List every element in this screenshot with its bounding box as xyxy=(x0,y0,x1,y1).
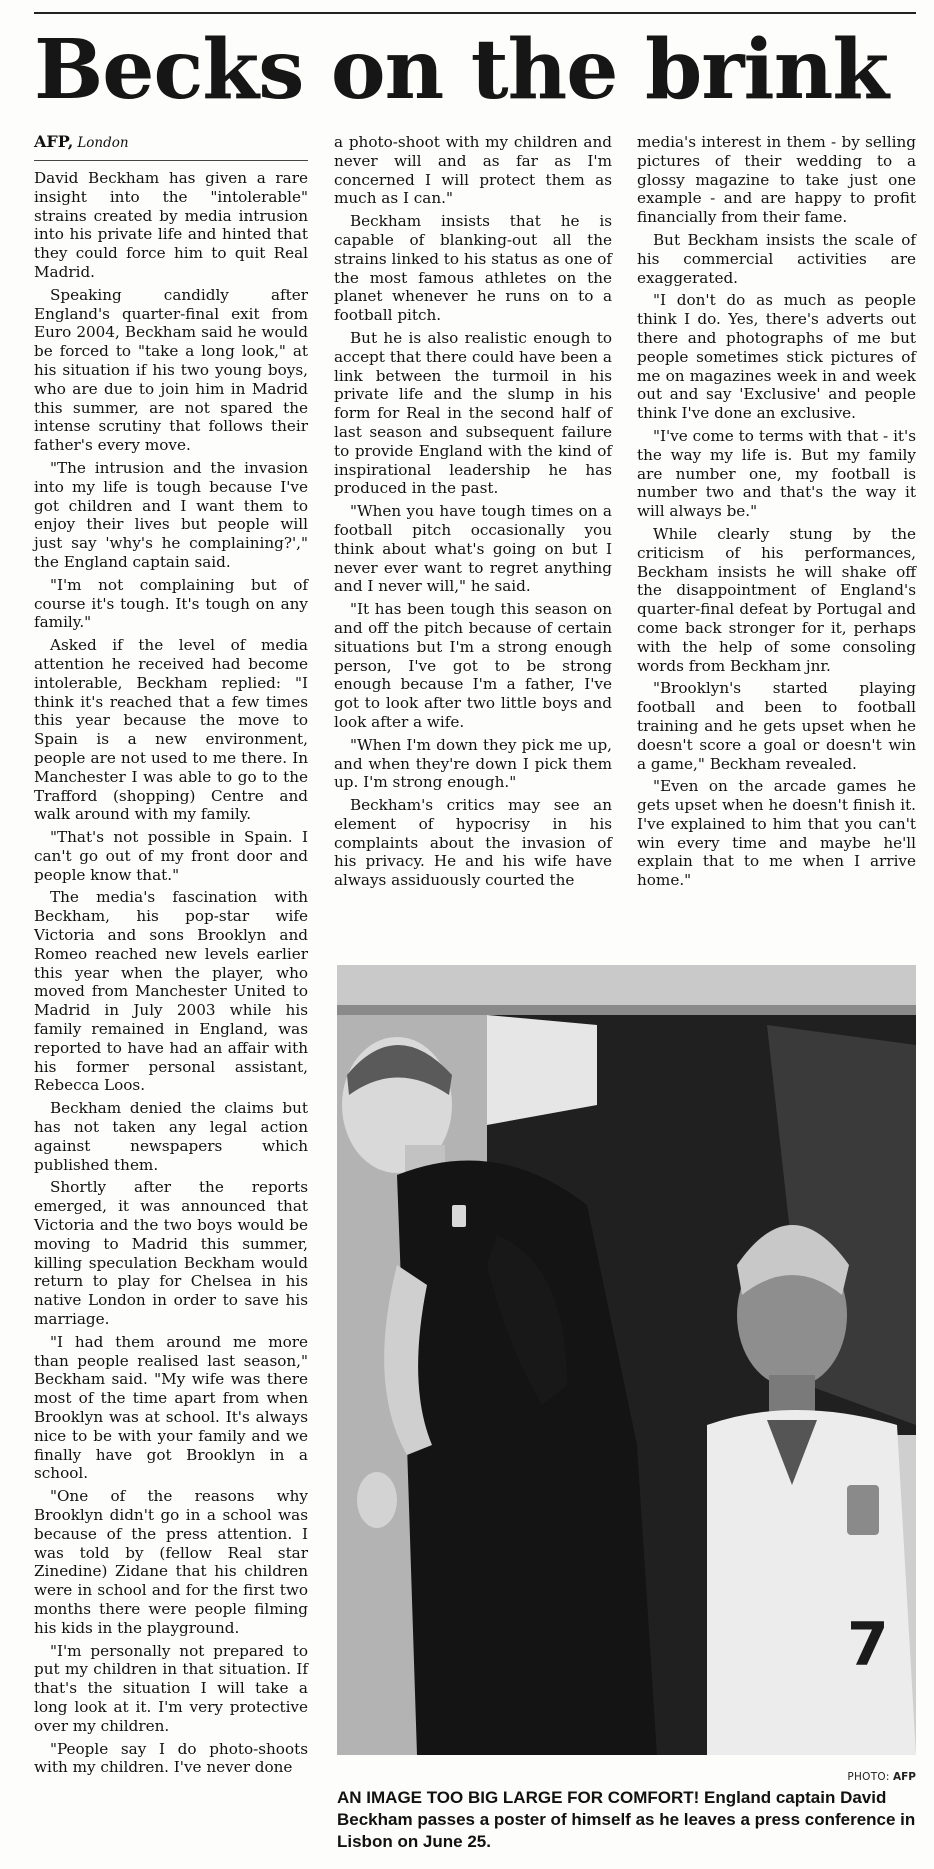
headline: Becks on the brink xyxy=(34,22,889,118)
photo-credit-label: PHOTO: xyxy=(847,1771,890,1783)
news-photo xyxy=(337,965,916,1755)
photo-credit xyxy=(337,1771,916,1783)
paragraph: Beckham denied the claims but has not taken any legal action against newspapers which published them. xyxy=(34,1099,308,1174)
byline xyxy=(34,133,308,161)
paragraph: "I've come to terms with that - it's the way my life is. But my family are number one, my football is number two and that's the way it will always be." xyxy=(637,426,916,521)
paragraph: "I don't do as much as people think I do. Yes, there's adverts out there and photographs of me but people sometimes stick pictures of me on magazines week in and week out and say 'Exclusive' and people think I've done an exclusive. xyxy=(637,291,916,423)
byline-agency: AFP, xyxy=(34,132,74,151)
paragraph: "People say I do photo-shoots with my children. I've never done xyxy=(34,1739,308,1777)
news-photo-illustration xyxy=(337,965,916,1755)
paragraph: "The intrusion and the invasion into my life is tough because I've got children and I want them to enjoy their lives but people will just say 'why's he complaining?'," the England captain said. xyxy=(34,458,308,571)
paragraph: "When you have tough times on a football pitch occasionally you think about what's going on but I never ever want to regret anything and I never will," he said. xyxy=(334,502,612,596)
paragraph: "Brooklyn's started playing football and been to football training and he gets upset when he doesn't score a goal or doesn't win a game," Beckham revealed. xyxy=(637,679,916,773)
paragraph: "That's not possible in Spain. I can't go out of my front door and people know that." xyxy=(34,828,308,884)
paragraph: "I'm personally not prepared to put my children in that situation. If that's the situation I will take a long look at it. I'm very protective over my children. xyxy=(34,1641,308,1735)
paragraph: "Even on the arcade games he gets upset when he doesn't finish it. I've explained to him that you can't win every time and maybe he'll explain that to me when I arrive home." xyxy=(637,777,916,890)
paragraph: But Beckham insists the scale of his commercial activities are exaggerated. xyxy=(637,230,916,287)
photo-caption: AN IMAGE TOO BIG LARGE FOR COMFORT! England captain David Beckham passes a poster of himself as he leaves a press conference in Lisbon on June 25. xyxy=(337,1788,916,1851)
article-column-2 xyxy=(334,133,612,894)
paragraph: Shortly after the reports emerged, it was announced that Victoria and the two boys would be moving to Madrid this summer, killing speculation Beckham would return to play for Chelsea in his native London in order to save his marriage. xyxy=(34,1178,308,1329)
paragraph: "I had them around me more than people realised last season," Beckham said. "My wife was there most of the time apart from when Brooklyn was at school. It's always nice to be with your family and we finally have got Brooklyn in a school. xyxy=(34,1332,308,1483)
paragraph: "I'm not complaining but of course it's tough. It's tough on any family." xyxy=(34,575,308,632)
paragraph: But he is also realistic enough to accept that there could have been a link between the turmoil in his private life and the slump in his form for Real in the second half of last season and subsequent failure to provide England with the kind of inspirational leadership he has produced in the past. xyxy=(334,328,612,498)
paragraph: a photo-shoot with my children and never will and as far as I'm concerned I will protect them as much as I can." xyxy=(334,133,612,208)
poster-shirt-number: 7 xyxy=(847,1610,889,1680)
paragraph: Beckham's critics may see an element of hypocrisy in his complaints about the invasion of his privacy. He and his wife have always assiduously courted the xyxy=(334,796,612,890)
paragraph: Beckham insists that he is capable of blanking-out all the strains linked to his status as one of the most famous athletes on the planet whenever he runs on to a football pitch. xyxy=(334,212,612,325)
paragraph: David Beckham has given a rare insight into the "intolerable" strains created by media intrusion into his private life and hinted that they could force him to quit Real Madrid. xyxy=(34,169,308,281)
article-column-1 xyxy=(34,133,308,1781)
byline-city: London xyxy=(77,135,129,151)
top-rule xyxy=(34,12,916,14)
paragraph: While clearly stung by the criticism of his performances, Beckham insists he will shake off the disappointment of England's quarter-final defeat by Portugal and come back stronger for it, perhaps with the help of some consoling words from Beckham jnr. xyxy=(637,524,916,675)
paragraph: Asked if the level of media attention he received had become intolerable, Beckham replied: "I think it's reached that a few times this year because the move to Spain is a new environment, people are not used to me there. In Manchester I was able to go to the Trafford (shopping) Centre and walk around with my family. xyxy=(34,636,308,824)
paragraph: "When I'm down they pick me up, and when they're down I pick them up. I'm strong enough." xyxy=(334,735,612,792)
paragraph: Speaking candidly after England's quarter-final exit from Euro 2004, Beckham said he would be forced to "take a long look," at his situation if his two young boys, who are due to join him in Madrid this summer, are not spared the intense scrutiny that follows their father's every move. xyxy=(34,285,308,455)
paragraph: media's interest in them - by selling pictures of their wedding to a glossy magazine to take just one example - and are happy to profit financially from their fame. xyxy=(637,133,916,227)
article-column-3 xyxy=(637,133,916,894)
photo-credit-source: AFP xyxy=(893,1771,916,1783)
paragraph: "One of the reasons why Brooklyn didn't go in a school was because of the press attention. I was told by (fellow Real star Zinedine) Zidane that his children were in school and for the first two months there were people filming his kids in the playground. xyxy=(34,1487,308,1637)
paragraph: The media's fascination with Beckham, his pop-star wife Victoria and sons Brooklyn and Romeo reached new levels earlier this year when the player, who moved from Manchester United to Madrid in July 2003 while his family remained in England, was reported to have had an affair with his former personal assistant, Rebecca Loos. xyxy=(34,888,308,1095)
paragraph: "It has been tough this season on and off the pitch because of certain situations but I'm a strong enough person, I've got to be strong enough because I'm a father, I've got to look after two little boys and look after a wife. xyxy=(334,600,612,731)
